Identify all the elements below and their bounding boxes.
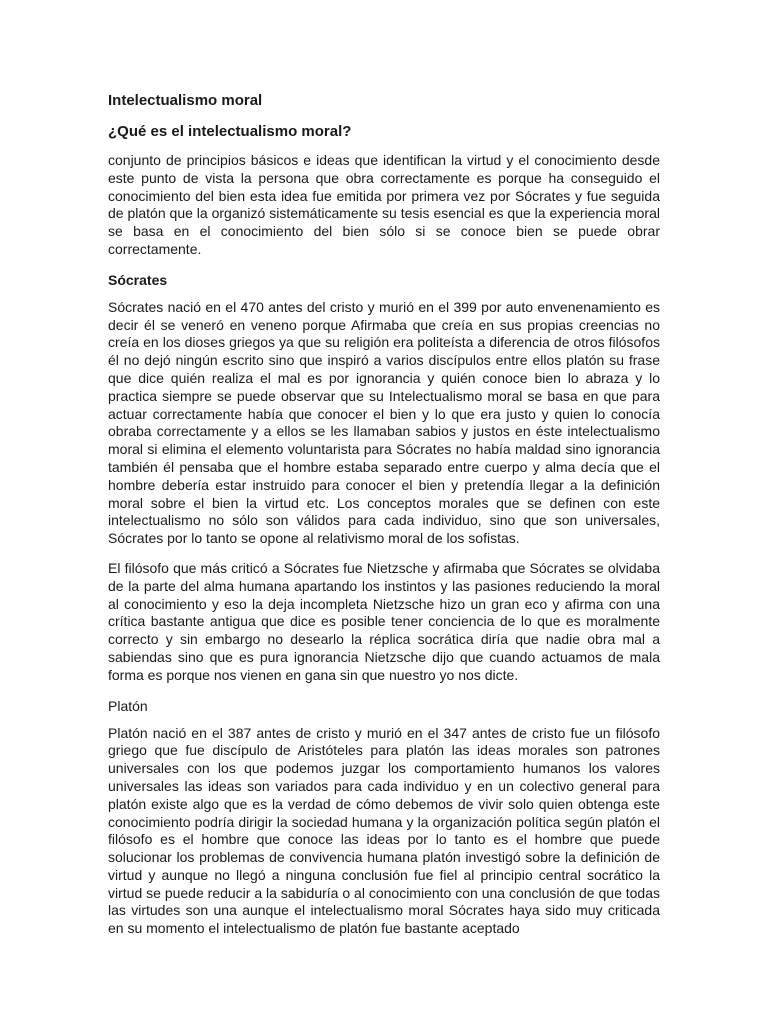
section-heading-platon: Platón (108, 697, 148, 714)
platon-paragraph: Platón nació en el 387 antes de cristo y murió en el 347 antes de cristo fue un filósofo griego que fue discípulo de Aristóteles para platón las ideas morales son patrones universales con los que podemos juzgar los comportamiento humanos los valores universales las ideas son variados para cada individuo y en un colectivo general para platón existe algo que es la verdad de cómo debemos de vivir solo quien obtenga este conocimiento podría dirigir la sociedad humana y la organización política según platón el filósofo es el hombre que conoce las ideas por lo tanto es el hombre que puede solucionar los problemas de convivencia humana platón investigó sobre la definición de virtud y aunque no llegó a ninguna conclusión fue fiel al principio central socrático la virtud se puede reducir a la sabiduría o al conocimiento con una conclusión de que todas las virtudes son una aunque el intelectualismo moral Sócrates haya sido muy criticada en su momento el intelectualismo de platón fue bastante aceptado (108, 724, 660, 937)
intro-paragraph: conjunto de principios básicos e ideas que identifican la virtud y el conocimiento desde este punto de vista la persona que obra correctamente es porque ha conseguido el conocimiento del bien esta idea fue emitida por primera vez por Sócrates y fue seguida de platón que la organizó sistemáticamente su tesis esencial es que la experiencia moral se basa en el conocimiento del bien sólo si se conoce bien se puede obrar correctamente. (108, 152, 660, 257)
document-subtitle: ¿Qué es el intelectualismo moral? (108, 123, 352, 140)
socrates-paragraph-2: El filósofo que más criticó a Sócrates fue Nietzsche y afirmaba que Sócrates se olvidaba de la parte del alma humana apartando los instintos y las pasiones reduciendo la moral al conocimiento y eso la deja incompleta Nietzsche hizo un gran eco y afirma con una crítica bastante antigua que dice es posible tener conciencia de lo que es moralmente correcto y sin embargo no desearlo la réplica socrática diría que nadie obra mal a sabiendas sino que es pura ignorancia Nietzsche dijo que cuando actuamos de mala forma es porque nos vienen en gana sin que nuestro yo nos dicte. (108, 559, 660, 683)
section-heading-socrates: Sócrates (108, 271, 168, 288)
socrates-paragraph-1: Sócrates nació en el 470 antes del cristo y murió en el 399 por auto envenenamiento es decir él se veneró en veneno porque Afirmaba que creía en sus propias creencias no creía en los dioses griegos ya que su religión era politeísta a diferencia de otros filósofos él no dejó ningún escrito sino que inspiró a varios discípulos entre ellos platón su frase que dice quién realiza el mal es por ignorancia y quién conoce bien lo abraza y lo practica siempre se puede observar que su Intelectualismo moral se basa en que para actuar correctamente había que conocer el bien y lo que era justo y quien lo conocía obraba correctamente y a ellos se les llamaban sabios y justos en éste intelectualismo moral si elimina el elemento voluntarista para Sócrates no había maldad sino ignorancia también él pensaba que el hombre estaba separado entre cuerpo y alma decía que el hombre debería estar instruido para conocer el bien y pretendía llegar a la definición moral sobre el bien la virtud etc. Los conceptos morales que se definen con este intelectualismo no sólo son válidos para cada individuo, sino que son universales, Sócrates por lo tanto se opone al relativismo moral de los sofistas. (108, 298, 660, 547)
document-title: Intelectualismo moral (108, 92, 263, 109)
